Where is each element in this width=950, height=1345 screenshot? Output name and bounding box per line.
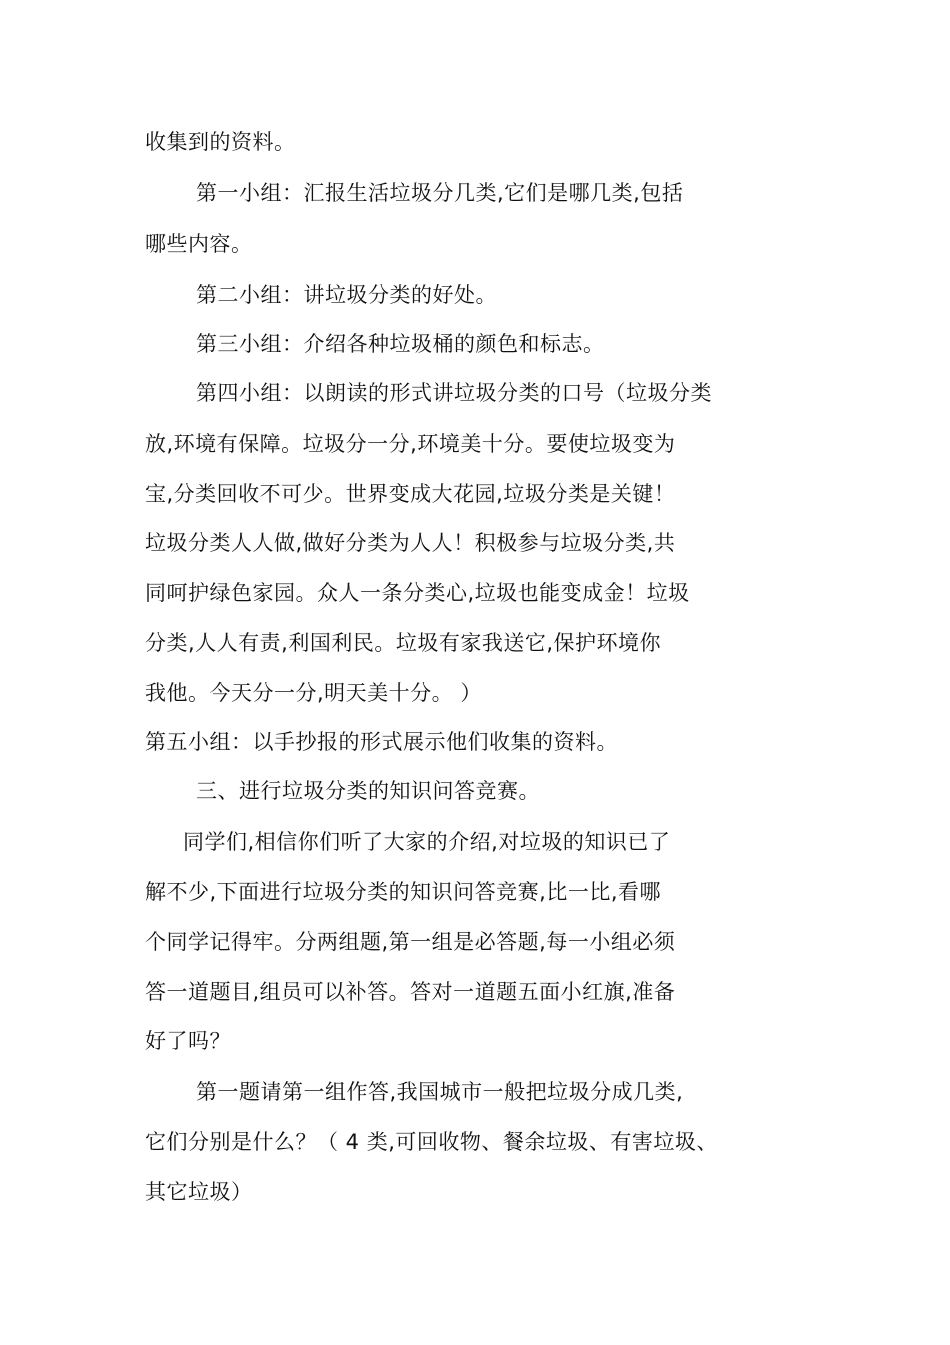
text-line-7: 放,环境有保障。垃圾分一分,环境美十分。要使垃圾变为 <box>145 432 676 456</box>
text-line-4: 第二小组：讲垃圾分类的好处。 <box>196 283 497 307</box>
text-line-15: 同学们,相信你们听了大家的介绍,对垃圾的知识已了 <box>183 830 671 854</box>
text-line-5: 第三小组：介绍各种垃圾桶的颜色和标志。 <box>196 332 605 356</box>
text-line-2: 第一小组：汇报生活垃圾分几类,它们是哪几类,包括 <box>196 181 684 205</box>
text-line-9: 垃圾分类人人做,做好分类为人人！积极参与垃圾分类,共 <box>145 531 676 555</box>
text-line-14: 三、进行垃圾分类的知识问答竞赛。 <box>196 779 540 803</box>
text-line-10: 同呵护绿色家园。众人一条分类心,垃圾也能变成金！垃圾 <box>145 581 690 605</box>
text-line-6: 第四小组：以朗读的形式讲垃圾分类的口号（垃圾分类 <box>196 381 712 405</box>
text-line-17: 个同学记得牢。分两组题,第一组是必答题,每一小组必须 <box>145 930 676 954</box>
text-line-8: 宝,分类回收不可少。世界变成大花园,垃圾分类是关键！ <box>145 482 676 506</box>
text-line-1: 收集到的资料。 <box>145 130 296 154</box>
text-line-12: 我他。今天分一分,明天美十分。 ） <box>145 681 482 705</box>
text-line-3: 哪些内容。 <box>145 232 253 256</box>
text-line-20: 第一题请第一组作答,我国城市一般把垃圾分成几类, <box>196 1080 684 1104</box>
text-line-13: 第五小组：以手抄报的形式展示他们收集的资料。 <box>145 730 618 754</box>
text-line-19: 好了吗？ <box>145 1029 231 1053</box>
text-line-18: 答一道题目,组员可以补答。答对一道题五面小红旗,准备 <box>145 980 676 1004</box>
text-line-16: 解不少,下面进行垃圾分类的知识问答竞赛,比一比,看哪 <box>145 880 662 904</box>
text-line-11: 分类,人人有责,利国利民。垃圾有家我送它,保护环境你 <box>145 631 662 655</box>
text-line-22: 其它垃圾） <box>145 1180 253 1204</box>
text-line-21: 它们分别是什么？（ 4 类,可回收物、餐余垃圾、有害垃圾、 <box>145 1130 718 1154</box>
